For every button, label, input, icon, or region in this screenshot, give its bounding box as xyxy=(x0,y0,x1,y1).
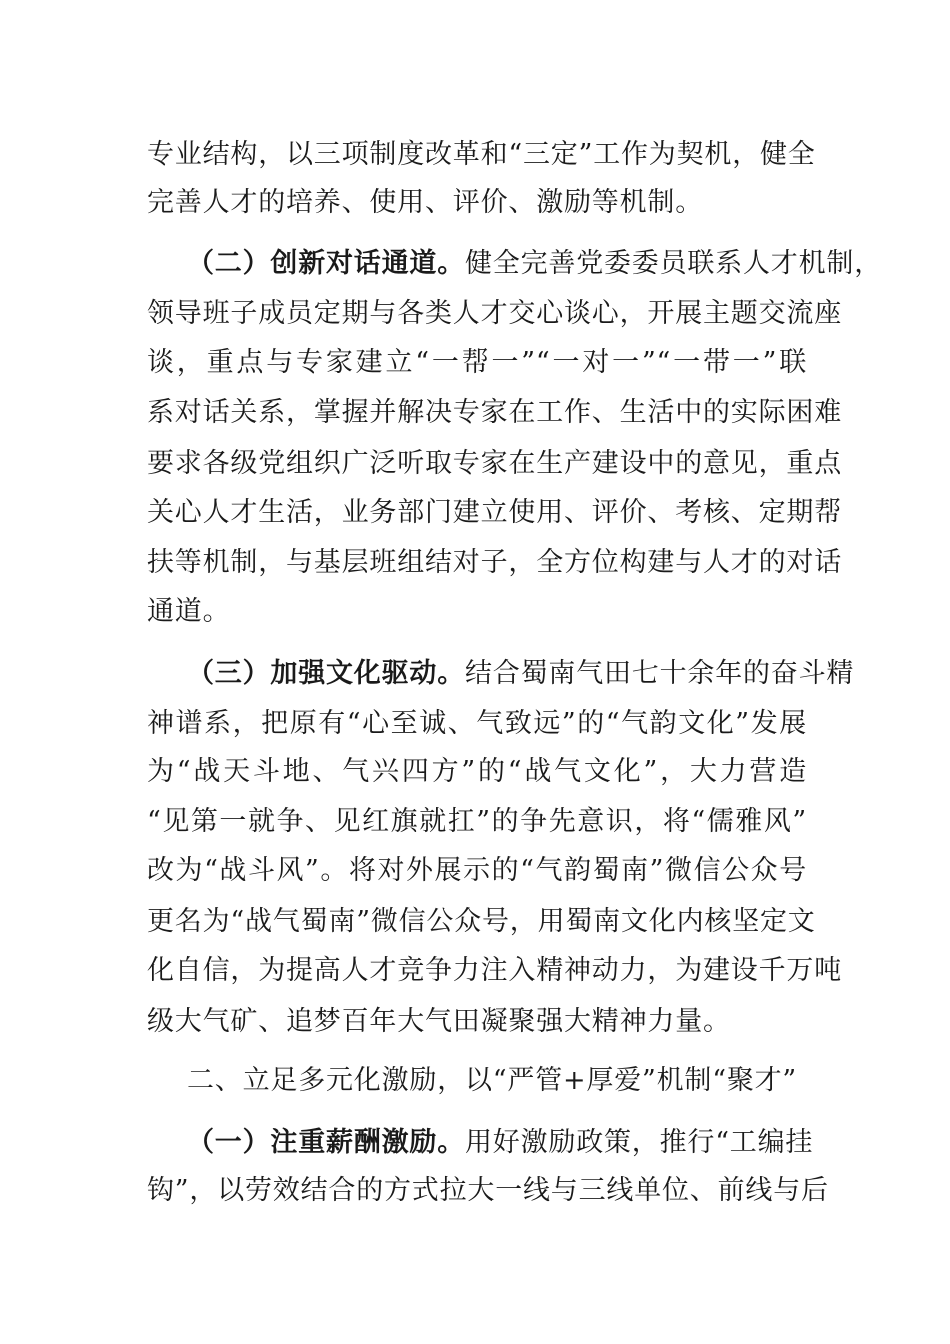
paragraph-line xyxy=(187,1125,814,1161)
text-line: 专业结构，以三项制度改革和“三定”工作为契机，健全 xyxy=(147,139,816,170)
text-line: 关心人才生活，业务部门建立使用、评价、考核、定期帮 xyxy=(147,497,842,528)
text-line: 改为“战斗风”。将对外展示的“气韵蜀南”微信公众号 xyxy=(147,855,807,886)
text-line: 领导班子成员定期与各类人才交心谈心，开展主题交流座 xyxy=(147,298,842,329)
text-line: 通道。 xyxy=(147,596,231,627)
text-line: 谈，重点与专家建立“一帮一”“一对一”“一带一”联 xyxy=(147,347,807,378)
text-segment: 健全完善党委委员联系人才机制， xyxy=(465,248,882,279)
text-line: 级大气矿、追梦百年大气田凝聚强大精神力量。 xyxy=(147,1006,731,1037)
text-line: 完善人才的培养、使用、评价、激励等机制。 xyxy=(147,187,703,218)
text-line: 更名为“战气蜀南”微信公众号，用蜀南文化内核坚定文 xyxy=(147,906,816,937)
text-line: 钩”，以劳效结合的方式拉大一线与三线单位、前线与后 xyxy=(147,1175,829,1206)
chapter-heading: 二、立足多元化激励，以“严管+厚爱”机制“聚才” xyxy=(187,1065,798,1096)
text-segment: 用好激励政策，推行“工编挂 xyxy=(465,1127,814,1158)
paragraph-line xyxy=(187,246,882,282)
text-line: 神谱系，把原有“心至诚、气致远”的“气韵文化”发展 xyxy=(147,708,807,739)
section-heading: （三）加强文化驱动。 xyxy=(187,658,465,689)
text-segment: 结合蜀南气田七十余年的奋斗精 xyxy=(465,658,855,689)
text-line: 化自信，为提高人才竞争力注入精神动力，为建设千万吨 xyxy=(147,955,842,986)
text-line: 系对话关系，掌握并解决专家在工作、生活中的实际困难 xyxy=(147,397,842,428)
section-heading: （二）创新对话通道。 xyxy=(187,248,465,279)
text-line: 扶等机制，与基层班组结对子，全方位构建与人才的对话 xyxy=(147,547,842,578)
section-heading: （一）注重薪酬激励。 xyxy=(187,1127,465,1158)
text-line: 要求各级党组织广泛听取专家在生产建设中的意见，重点 xyxy=(147,448,842,479)
text-line: “见第一就争、见红旗就扛”的争先意识，将“儒雅风” xyxy=(147,806,807,837)
text-line: 为“战天斗地、气兴四方”的“战气文化”，大力营造 xyxy=(147,756,807,787)
paragraph-line xyxy=(187,656,855,692)
